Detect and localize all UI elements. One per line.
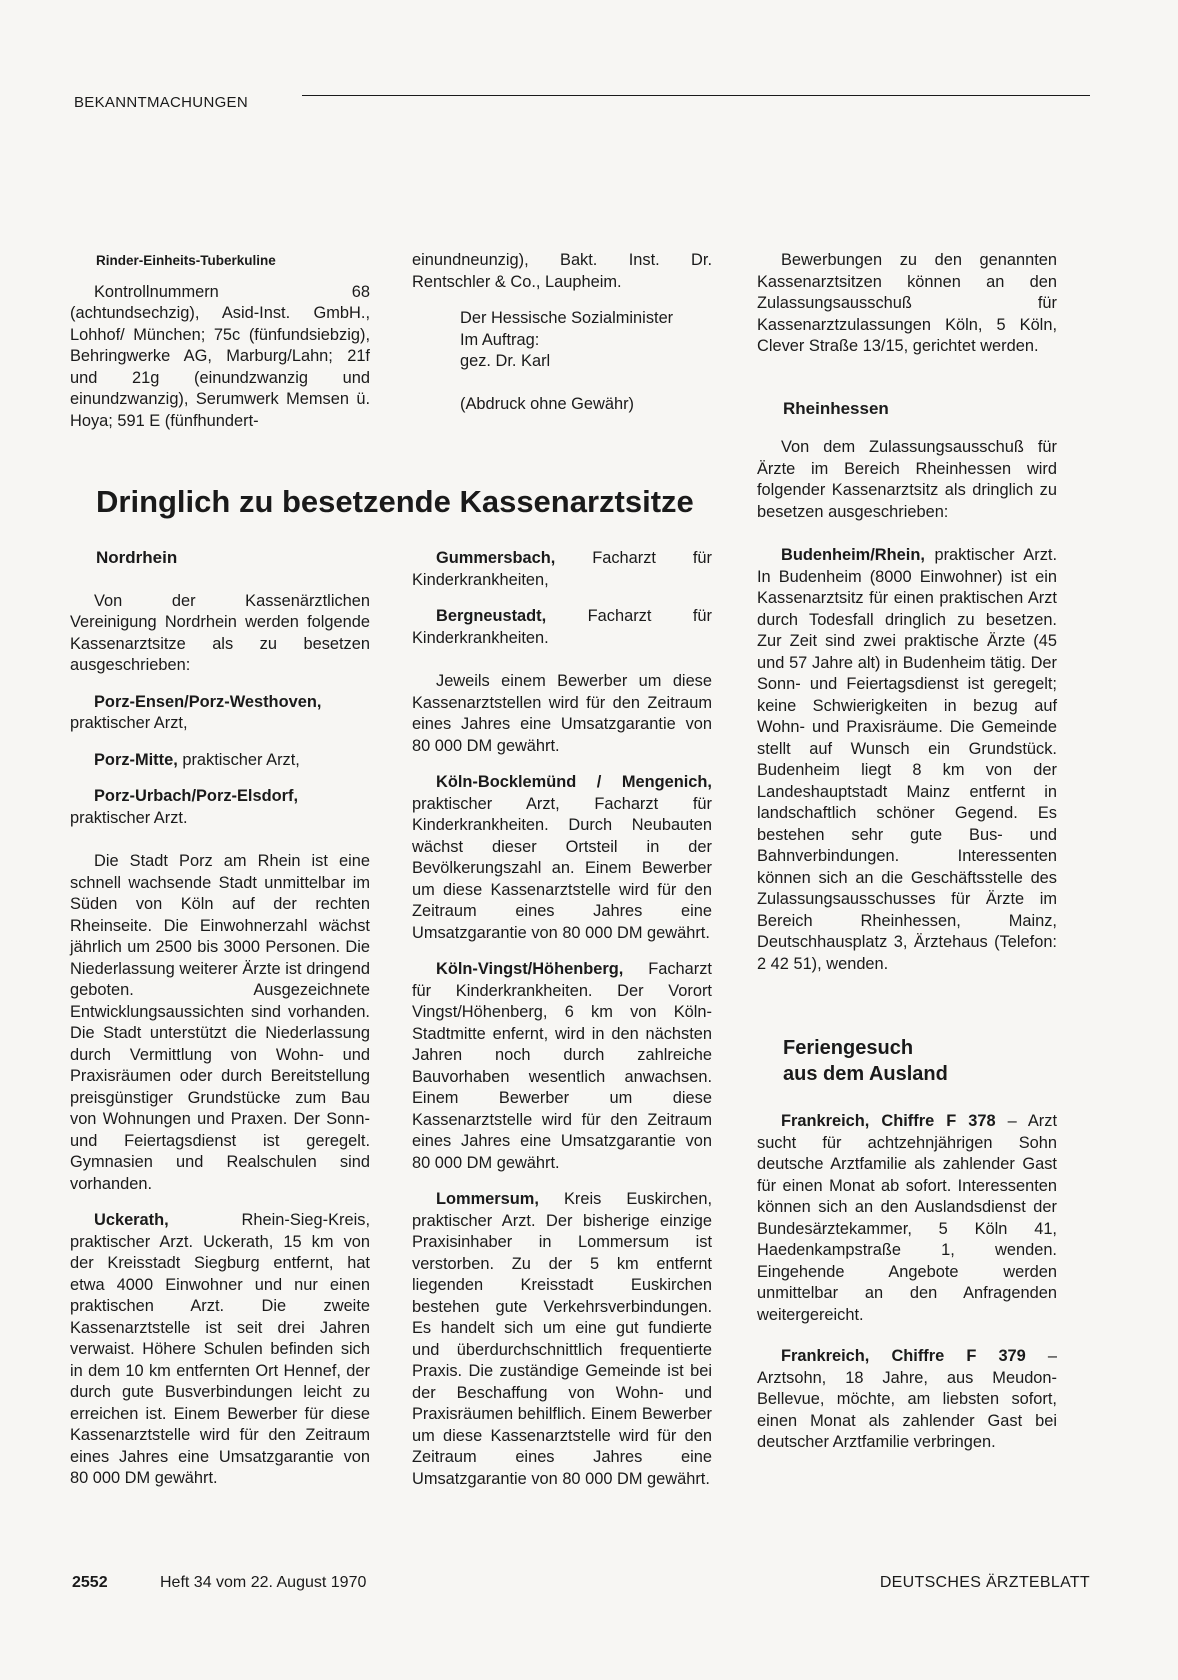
col3-body <box>757 250 1057 1469</box>
header-rule <box>302 95 1090 96</box>
signature-block <box>460 308 712 415</box>
jeweils-text: Jeweils einem Bewerber um diese Kassenarztstellen wird für den Zeitraum eines Jahres eine Umsatzgarantie von 80 000 DM gewährt. <box>412 672 712 755</box>
entry-uckerath: Uckerath, Rhein-Sieg-Kreis, praktischer Arzt. Uckerath, 15 km von der Kreisstadt Siegburg entfernt, hat etwa 4000 Einwohner und nur einen praktischen Arzt. Die zweite Kassenarztstelle ist seit drei Jahren verwaist. Höhere Schulen befinden sich in dem 10 km entfernten Ort Hennef, der durch gute Busverbindungen leicht zu erreichen ist. Einem Bewerber für diese Kassenarztstelle wird für den Zeitraum eines Jahres eine Umsatzgarantie von 80 000 DM gewährt. <box>70 1211 370 1487</box>
entry-budenheim: Budenheim/Rhein, praktischer Arzt. In Budenheim (8000 Einwohner) ist ein Kassenarztsitz für einen praktischen Arzt durch Todesfall dringlich zu besetzen. Zur Zeit sind zwei praktische Ärzte (45 und 57 Jahre alt) in Budenheim tätig. Der Sonn- und Feiertagsdienst ist geregelt; keine Schwierigkeiten in bezug auf Wohn- und Praxisräume. Die Gemeinde stellt auf Wunsch ein Grundstück. Budenheim liegt 8 km von der Landeshauptstadt Mainz entfernt in landschaftlich schöner Gegend. Es bestehen sehr gute Bus- und Bahnverbindungen. Interessenten können sich an die Geschäftsstelle des Zulassungsausschusses für Ärzte im Bereich Rheinhessen, Mainz, Deutschhausplatz 3, Ärztehaus (Telefon: 2 42 51), wenden. <box>757 546 1057 973</box>
col1-top <box>70 250 370 447</box>
section-header: BEKANNTMACHUNGEN <box>74 94 248 111</box>
page-number: 2552 <box>72 1574 108 1591</box>
entry-porz-urbach: Porz-Urbach/Porz-Elsdorf, praktischer Arzt. <box>70 787 298 827</box>
entry-porz-mitte: Porz-Mitte, praktischer Arzt, <box>94 750 300 769</box>
rentschler-text: einundneunzig), Bakt. Inst. Dr. Rentschler & Co., Laupheim. <box>412 251 712 291</box>
disclaimer-note: (Abdruck ohne Gewähr) <box>460 394 635 413</box>
bewerbungen-text: Bewerbungen zu den genannten Kassenarztsitzen können an den Zulassungsausschuß für Kassenarztzulassungen Köln, 5 Köln, Clever Straße 13/15, gerichtet werden. <box>757 251 1057 355</box>
rheinhessen-heading: Rheinhessen <box>783 398 889 418</box>
nordrhein-heading: Nordrhein <box>96 548 178 567</box>
entry-gummersbach: Gummersbach, Facharzt für Kinderkrankheiten, <box>412 549 712 589</box>
col2-top <box>412 250 712 415</box>
main-title: Dringlich zu besetzende Kassenarztsitze <box>96 484 694 519</box>
entry-bergneustadt: Bergneustadt, Facharzt für Kinderkrankheiten. <box>412 607 712 647</box>
porz-description: Die Stadt Porz am Rhein ist eine schnell wachsende Stadt unmittelbar im Süden von Köln auf der rechten Rheinseite. Die Einwohnerzahl wächst jährlich um 2500 bis 3000 Personen. Die Niederlassung weiterer Ärzte ist dringend geboten. Ausgezeichnete Entwicklungsaussichten sind vorhanden. Die Stadt unterstützt die Niederlassung durch Vermittlung von Wohn- und Praxisräumen oder durch Bereitstellung preisgünstiger Grundstücke zum Bau von Wohnungen und Praxen. Der Sonn- und Feiertagsdienst ist geregelt. Gymnasien und Realschulen sind vorhanden. <box>70 852 370 1193</box>
entry-lommersum: Lommersum, Kreis Euskirchen, praktischer Arzt. Der bisherige einzige Praxisinhaber in Lommersum ist verstorben. Zu der 5 km entfernt liegenden Kreisstadt Euskirchen bestehen gute Verkehrsverbindungen. Es handelt sich um eine gut fundierte und überdurchschnittlich frequentierte Praxis. Die zuständige Gemeinde ist bei der Beschaffung von Wohn- und Praxisräumen behilflich. Einem Bewerber um diese Kassenarztstelle wird für den Zeitraum eines Jahres eine Umsatzgarantie von 80 000 DM gewährt. <box>412 1190 712 1488</box>
tuberkuline-text: Kontrollnummern 68 (achtundsechzig), Asid-Inst. GmbH., Lohhof/ München; 75c (fünfundsiebzig), Behringwerke AG, Marburg/Lahn; 21f und 21g (einundzwanzig und einundzwanzig), Serumwerk Memsen ü. Hoya; 591 E (fünfhundert- <box>70 282 370 430</box>
signature-line-1: Der Hessische Sozialminister <box>460 309 674 327</box>
signature-line-2: Im Auftrag: <box>460 330 540 349</box>
entry-f378: Frankreich, Chiffre F 378 – Arzt sucht für achtzehnjährigen Sohn deutsche Arztfamilie als zahlender Gast für einen Monat ab sofort. Interessenten können sich an den Auslandsdienst der Bundesärztekammer, 5 Köln 41, Haedenkampstraße 1, wenden. Eingehende Angebote werden unmittelbar an den Anfragenden weitergereicht. <box>757 1112 1057 1324</box>
tuberkuline-heading: Rinder-Einheits-Tuberkuline <box>96 253 276 268</box>
entry-koeln-vingst: Köln-Vingst/Höhenberg, Facharzt für Kinderkrankheiten. Der Vorort Vingst/Höhenberg, 6 km von Köln-Stadtmitte enfernt, wird in den nächsten Jahren noch durch zahlreiche Bauvorhaben wesentlich anwachsen. Einem Bewerber um diese Kassenarztstelle wird für den Zeitraum eines Jahres eine Umsatzgarantie von 80 000 DM gewährt. <box>412 960 712 1172</box>
col2-body <box>412 548 712 1505</box>
entry-f379: Frankreich, Chiffre F 379 – Arztsohn, 18 Jahre, aus Meudon-Bellevue, möchte, am liebsten sofort, einen Monat als zahlender Gast bei deutscher Arztfamilie verbringen. <box>757 1347 1057 1451</box>
entry-porz-ensen: Porz-Ensen/Porz-Westhoven, praktischer Arzt, <box>70 692 322 732</box>
rheinhessen-intro: Von dem Zulassungsausschuß für Ärzte im Bereich Rheinhessen wird folgender Kassenarztsitz als dringlich zu besetzen ausgeschrieben: <box>757 438 1057 521</box>
journal-name: DEUTSCHES ÄRZTEBLATT <box>879 1574 1090 1591</box>
signature-line-3: gez. Dr. Karl <box>460 352 551 370</box>
col1-body <box>70 547 370 1505</box>
entry-koeln-bocklemuend: Köln-Bocklemünd / Mengenich, praktischer Arzt, Facharzt für Kinderkrankheiten. Durch Neubauten wächst dieser Ortsteil in der Bevölkerungszahl an. Einem Bewerber um diese Kassenarztstelle wird für den Zeitraum eines Jahres eine Umsatzgarantie von 80 000 DM gewährt. <box>412 773 712 942</box>
nordrhein-intro: Von der Kassenärztlichen Vereinigung Nordrhein werden folgende Kassenarztsitze als zu besetzen ausgeschrieben: <box>70 591 370 674</box>
feriengesuch-heading: Feriengesuch aus dem Ausland <box>783 1037 948 1085</box>
issue-info: Heft 34 vom 22. August 1970 <box>160 1574 367 1591</box>
